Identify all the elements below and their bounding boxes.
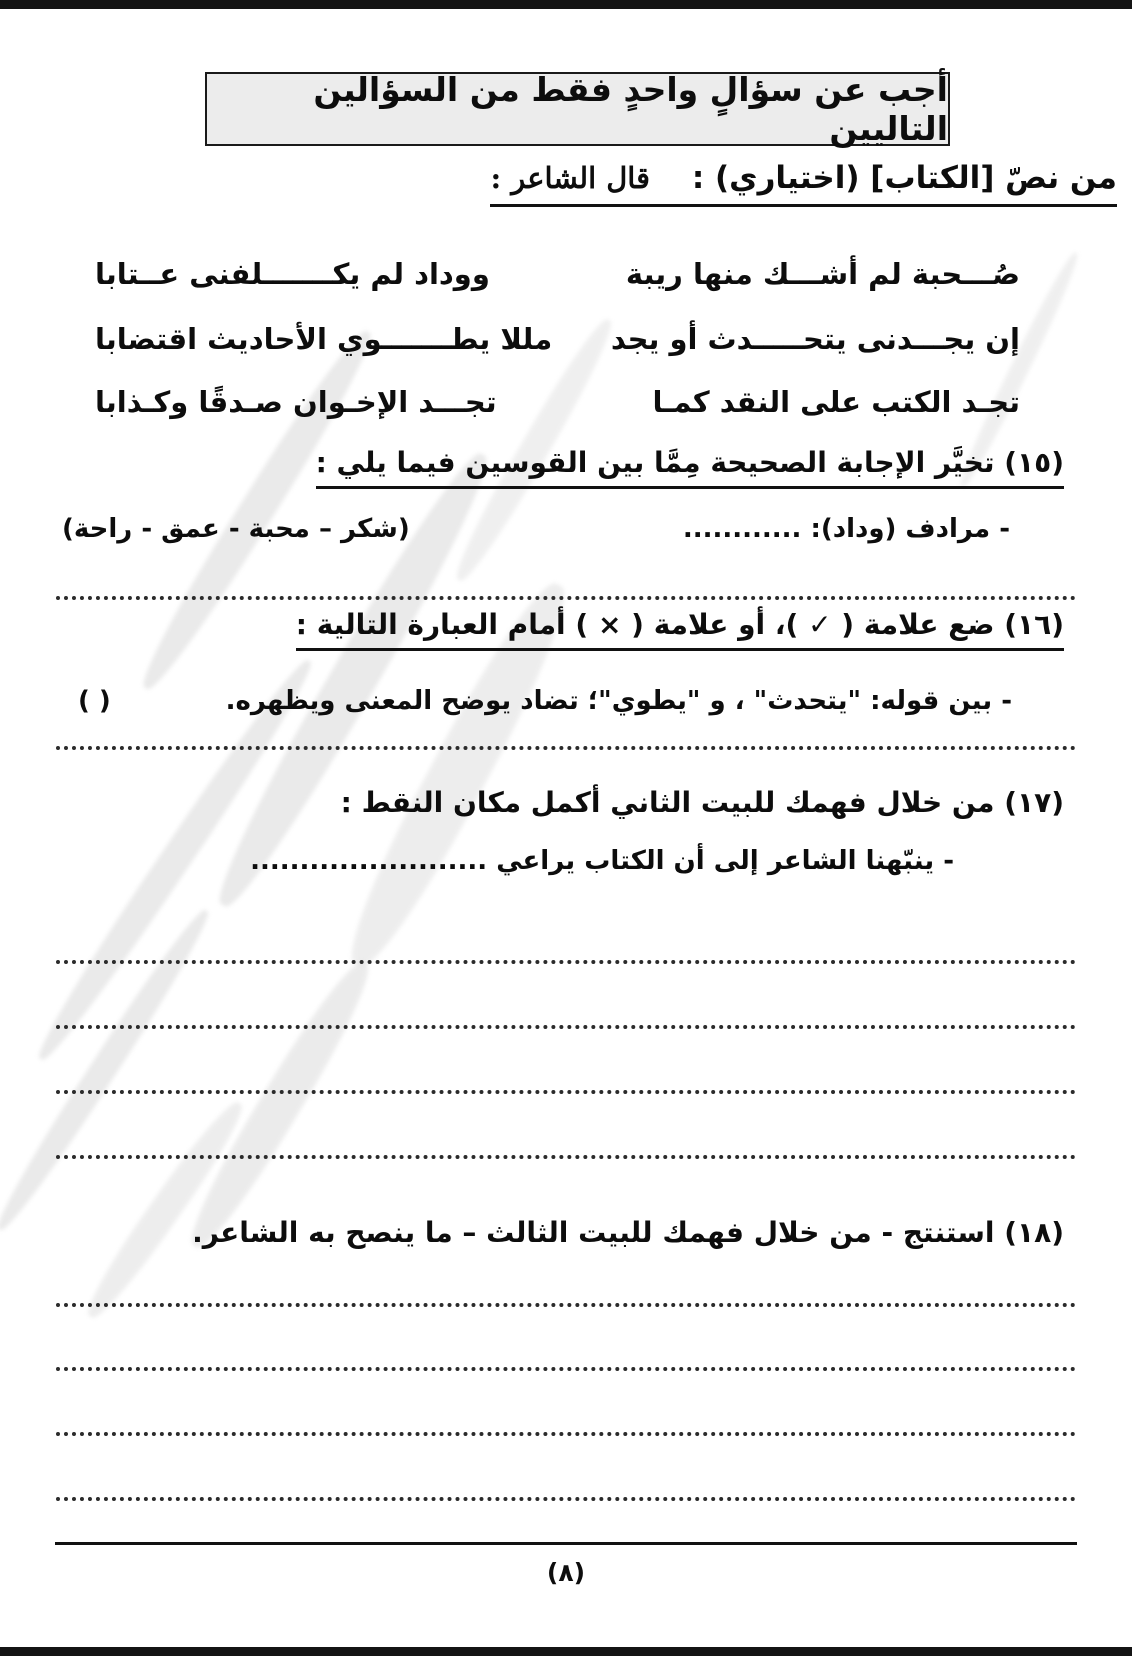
answer-dotted-line [56, 1367, 1076, 1371]
text-source-line [490, 160, 1117, 207]
poem-verse-1 [95, 248, 1020, 300]
instruction-text: أجب عن سؤالٍ واحدٍ فقط من السؤالين التاليين [313, 70, 948, 148]
answer-dotted-line [56, 1025, 1076, 1029]
scan-edge-bottom [0, 1647, 1132, 1656]
source-title: من نصّ [الكتاب] (اختياري) : [691, 160, 1117, 196]
answer-dotted-line [56, 596, 1076, 600]
verse-3-first-hemistich: تجـد الكتب على النقد كمـا [652, 385, 1020, 419]
instruction-box [205, 72, 950, 146]
verse-2-first-hemistich: إن يجـــدنى يتحـــــدث أو يجد [610, 322, 1020, 356]
verse-1-first-hemistich: صُـــحبة لم أشـــك منها ريبة [625, 257, 1020, 291]
footer-rule [55, 1542, 1077, 1545]
poem-verse-3 [95, 376, 1020, 428]
answer-dotted-line [56, 1497, 1076, 1501]
question-17-heading: (١٧) من خلال فهمك للبيت الثاني أكمل مكان النقط : [340, 786, 1064, 819]
poet-said-label: قال الشاعر : [490, 161, 651, 195]
question-15-heading: (١٥) تخيَّر الإجابة الصحيحة مِمَّا بين القوسين فيما يلي : [316, 446, 1064, 489]
question-15-prompt: - مرادف (وداد): ............ [682, 514, 1010, 544]
question-15-options: (شكر – محبة - عمق - راحة) [62, 514, 410, 544]
question-18-heading: (١٨) استنتج - من خلال فهمك للبيت الثالث – ما ينصح به الشاعر. [192, 1216, 1064, 1249]
answer-dotted-line [56, 1155, 1076, 1159]
question-16-heading: (١٦) ضع علامة ( ✓ )، أو علامة ( × ) أمام العبارة التالية : [296, 608, 1064, 651]
page-number: (٨) [546, 1558, 586, 1587]
poem-verse-2 [95, 313, 1020, 365]
question-15-item-row [62, 514, 1010, 544]
answer-dotted-line [56, 1090, 1076, 1094]
question-17-prompt: - ينبّهنا الشاعر إلى أن الكتاب يراعي ........................ [250, 846, 954, 876]
verse-2-second-hemistich: مللا يطـــــــوي الأحاديث اقتضابا [95, 322, 553, 356]
answer-dotted-line [56, 960, 1076, 964]
question-16-statement: - بين قوله: "يتحدث" ، و "يطوي"؛ تضاد يوضح المعنى ويظهره. [225, 686, 1012, 716]
question-16-answer-brackets: ( ) [78, 686, 111, 716]
verse-1-second-hemistich: ووداد لم يكـــــــلفنى عــتابا [95, 257, 490, 291]
answer-dotted-line [56, 746, 1076, 750]
scan-edge-top [0, 0, 1132, 9]
watermark-stroke [178, 953, 382, 1256]
answer-dotted-line [56, 1303, 1076, 1307]
verse-3-second-hemistich: تجـــد الإخـوان صـدقًا وكـذابا [95, 385, 497, 419]
question-16-item-row [78, 686, 1012, 716]
answer-dotted-line [56, 1432, 1076, 1436]
